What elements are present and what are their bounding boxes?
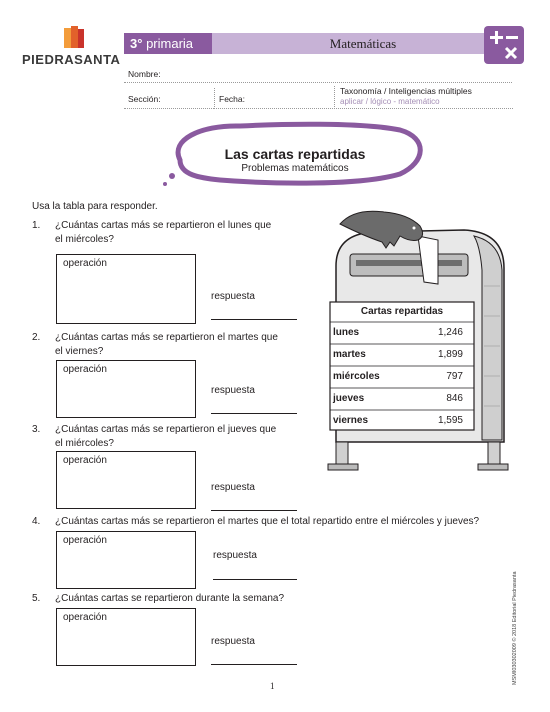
question-text: ¿Cuántas cartas más se repartieron el jueves que el miércoles? xyxy=(55,424,277,449)
page-subtitle: Problemas matemáticos xyxy=(241,163,349,174)
taxonomy-values: aplicar / lógico - matemático xyxy=(340,97,440,106)
section-label: Sección: xyxy=(128,94,161,104)
value-cell: 1,899 xyxy=(437,349,463,360)
taxonomy-label: Taxonomía / Inteligencias múltiples xyxy=(340,86,472,96)
answer-line[interactable] xyxy=(211,413,297,414)
question-number: 4. xyxy=(32,516,41,527)
operation-label: operación xyxy=(63,258,107,269)
day-cell: martes xyxy=(333,349,366,360)
table-row xyxy=(333,390,463,412)
operation-box[interactable] xyxy=(56,531,196,589)
question-text: ¿Cuántas cartas más se repartieron el lunes que el miércoles? xyxy=(55,220,272,245)
operation-label: operación xyxy=(63,612,107,623)
answer-label: respuesta xyxy=(211,385,255,396)
operation-box[interactable] xyxy=(56,451,196,509)
question-number: 2. xyxy=(32,332,41,343)
answer-label: respuesta xyxy=(211,291,255,302)
answer-label: respuesta xyxy=(211,636,255,647)
taxonomy-box xyxy=(334,86,513,109)
answer-line[interactable] xyxy=(213,579,297,580)
table-title: Cartas repartidas xyxy=(360,306,444,317)
subject-title: Matemáticas xyxy=(212,33,514,54)
operation-label: operación xyxy=(63,455,107,466)
plus-minus-times-icon xyxy=(484,26,524,64)
table-row xyxy=(333,346,463,368)
answer-line[interactable] xyxy=(211,510,297,511)
deliveries-table xyxy=(333,324,463,434)
answer-label: respuesta xyxy=(213,550,257,561)
book-logo-icon xyxy=(62,26,86,50)
operation-label: operación xyxy=(63,364,107,375)
value-cell: 846 xyxy=(446,393,463,404)
table-row xyxy=(333,324,463,346)
value-cell: 1,246 xyxy=(437,327,463,338)
question-text: ¿Cuántas cartas se repartieron durante la semana? xyxy=(55,593,285,604)
day-cell: jueves xyxy=(333,393,365,404)
value-cell: 797 xyxy=(446,371,463,382)
question-number: 1. xyxy=(32,220,41,231)
date-label: Fecha: xyxy=(219,94,245,104)
table-row xyxy=(333,412,463,434)
table-row xyxy=(333,368,463,390)
answer-line[interactable] xyxy=(211,664,297,665)
copyright-code: MSMI030302009 © 2018 Editorial Piedrasanta xyxy=(512,571,518,685)
question-text: ¿Cuántas cartas más se repartieron el martes que el total repartido entre el miércoles y jueves? xyxy=(55,516,480,527)
value-cell: 1,595 xyxy=(437,415,463,426)
instruction: Usa la tabla para responder. xyxy=(32,201,158,212)
question-number: 3. xyxy=(32,424,41,435)
page-number: 1 xyxy=(270,681,275,691)
day-cell: miércoles xyxy=(333,371,380,382)
section-field[interactable] xyxy=(124,88,214,109)
answer-line[interactable] xyxy=(211,319,297,320)
operation-box[interactable] xyxy=(56,360,196,418)
page-title: Las cartas repartidas xyxy=(224,146,366,162)
question-number: 5. xyxy=(32,593,41,604)
grade-label: 3° primaria xyxy=(124,33,212,54)
day-cell: lunes xyxy=(333,327,360,338)
name-field[interactable] xyxy=(124,64,512,83)
operation-box[interactable] xyxy=(56,254,196,324)
question-text: ¿Cuántas cartas más se repartieron el martes que el viernes? xyxy=(55,332,278,357)
brand-logo: PIEDRASANTA xyxy=(22,52,121,67)
date-field[interactable] xyxy=(214,88,335,109)
answer-label: respuesta xyxy=(211,482,255,493)
operation-box[interactable] xyxy=(56,608,196,666)
day-cell: viernes xyxy=(333,415,369,426)
name-label: Nombre: xyxy=(128,69,161,79)
operation-label: operación xyxy=(63,535,107,546)
